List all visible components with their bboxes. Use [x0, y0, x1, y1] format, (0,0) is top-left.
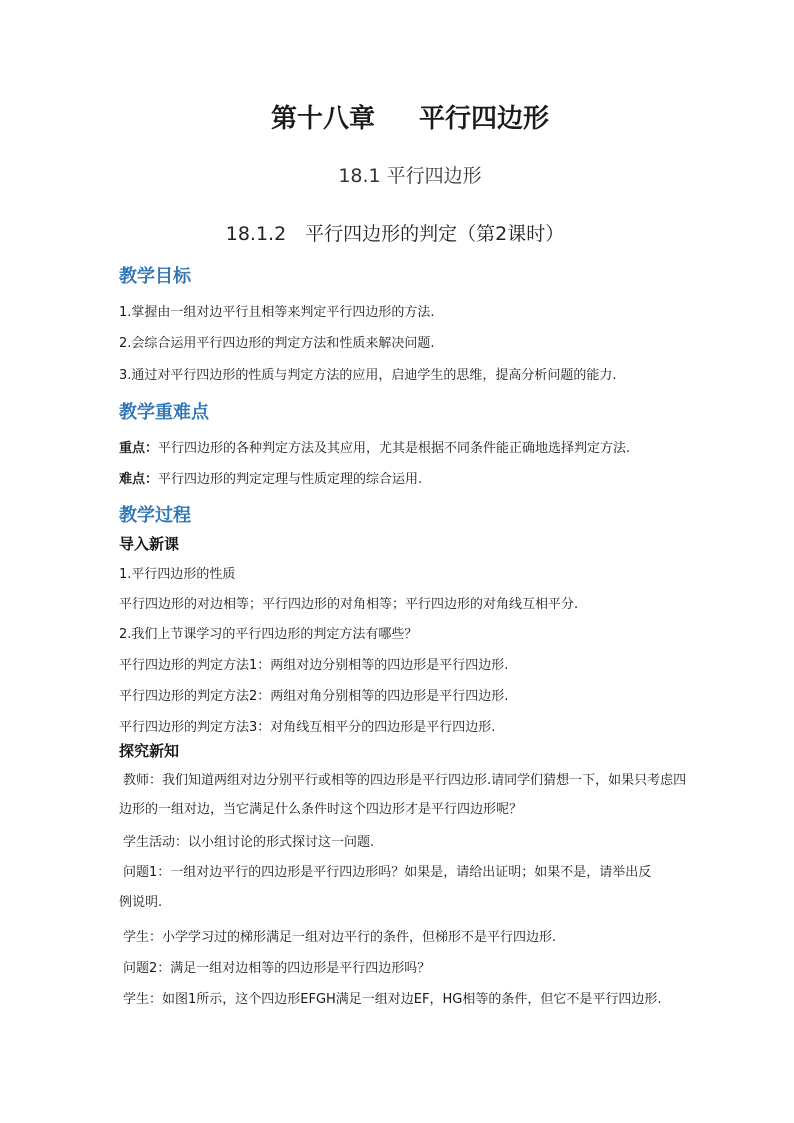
- key-point-text: 平行四边形的各种判定方法及其应用，尤其是根据不同条件能正确地选择判定方法.: [158, 441, 631, 456]
- explore-heading: 探究新知: [119, 742, 180, 760]
- intro-line: 平行四边形的对边相等；平行四边形的对角相等；平行四边形的对角线互相平分.: [119, 597, 579, 612]
- intro-line: 平行四边形的判定方法3：对角线互相平分的四边形是平行四边形.: [119, 720, 496, 735]
- objective-item: 2.会综合运用平行四边形的判定方法和性质来解决问题.: [119, 336, 435, 351]
- process-heading: 教学过程: [119, 505, 191, 526]
- objectives-heading: 教学目标: [119, 266, 191, 287]
- key-points-heading: 教学重难点: [119, 402, 209, 423]
- chapter-number: 第十八章: [270, 104, 375, 134]
- intro-line: 平行四边形的判定方法2：两组对角分别相等的四边形是平行四边形.: [119, 689, 509, 704]
- intro-line: 平行四边形的判定方法1：两组对边分别相等的四边形是平行四边形.: [119, 658, 509, 673]
- intro-line: 1.平行四边形的性质: [119, 567, 236, 582]
- key-point-label: 重点：: [119, 441, 159, 456]
- explore-line: 问题2：满足一组对边相等的四边形是平行四边形吗？: [123, 961, 431, 976]
- key-point-line: [119, 437, 630, 456]
- explore-line: 学生活动：以小组讨论的形式探讨这一问题.: [123, 835, 375, 850]
- section-title: 18.1 平行四边形: [338, 165, 482, 187]
- subsection-title: 18.1.2 平行四边形的判定（第2课时）: [225, 223, 565, 245]
- intro-line: 2.我们上节课学习的平行四边形的判定方法有哪些？: [119, 627, 418, 642]
- explore-line: 问题1：一组对边平行的四边形是平行四边形吗？如果是，请给出证明；如果不是，请举出反: [123, 865, 652, 880]
- intro-heading: 导入新课: [119, 535, 180, 553]
- explore-line: 学生：如图1所示，这个四边形EFGH满足一组对边EF，HG相等的条件，但它不是平行四边形.: [123, 992, 662, 1007]
- chapter-name: 平行四边形: [419, 104, 550, 134]
- explore-line: 边形的一组对边，当它满足什么条件时这个四边形才是平行四边形呢？: [119, 802, 523, 817]
- difficult-point-line: [119, 468, 422, 487]
- difficult-point-label: 难点：: [119, 472, 159, 487]
- explore-line: 例说明.: [119, 895, 163, 910]
- objective-item: 1.掌握由一组对边平行且相等来判定平行四边形的方法.: [119, 305, 435, 320]
- difficult-point-text: 平行四边形的判定定理与性质定理的综合运用.: [158, 472, 423, 487]
- explore-line: 教师：我们知道两组对边分别平行或相等的四边形是平行四边形.请同学们猜想一下，如果只考虑四: [123, 773, 687, 788]
- chapter-title: [0, 98, 794, 135]
- objective-item: 3.通过对平行四边形的性质与判定方法的应用，启迪学生的思维，提高分析问题的能力.: [119, 368, 617, 383]
- explore-line: 学生：小学学习过的梯形满足一组对边平行的条件，但梯形不是平行四边形.: [123, 930, 557, 945]
